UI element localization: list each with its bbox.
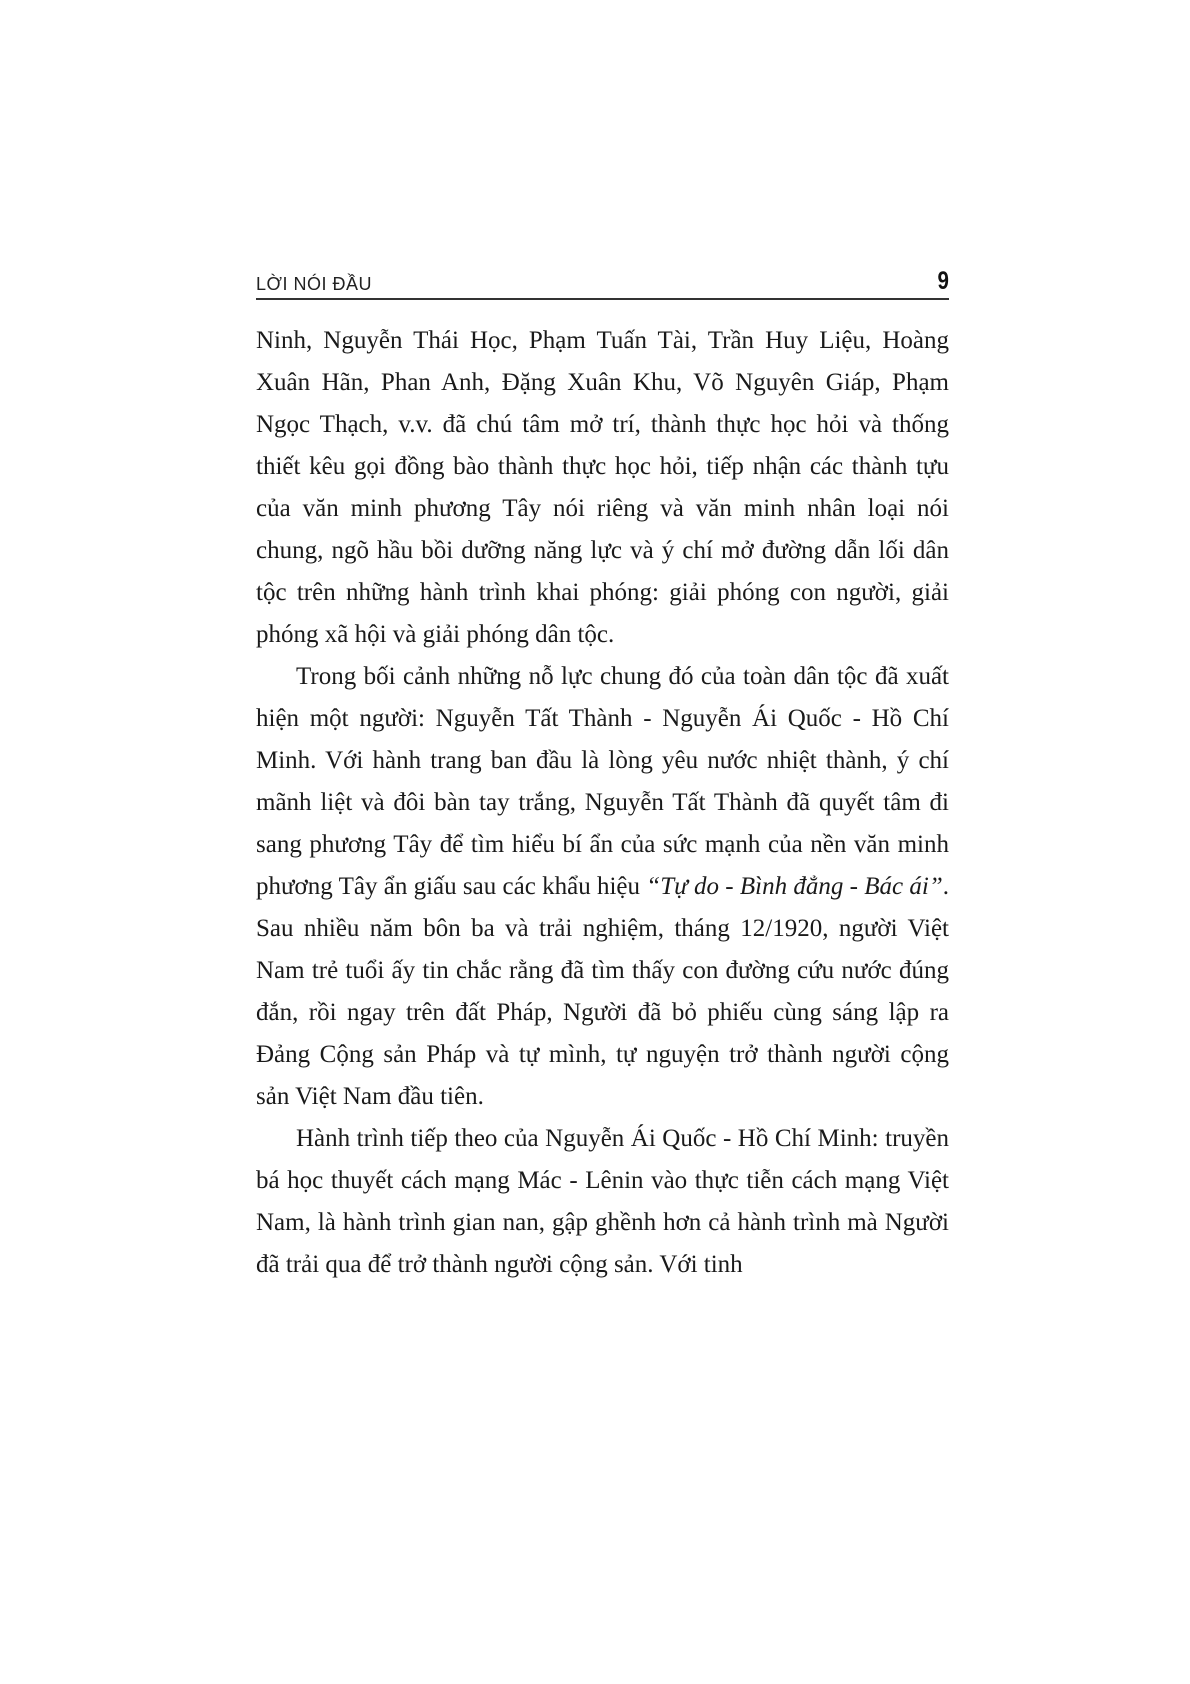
running-header <box>256 262 949 300</box>
paragraph <box>256 656 949 1118</box>
page-number: 9 <box>937 267 949 295</box>
slogan-quote: “Tự do - Bình đẳng - Bác ái” <box>646 873 943 900</box>
book-page <box>256 262 949 1286</box>
paragraph-text: . Sau nhiều năm bôn ba và trải nghiệm, tháng 12/1920, người Việt Nam trẻ tuổi ấy tin chắc rằng đã tìm thấy con đường cứu nước đúng đắn, rồi ngay trên đất Pháp, Người đã bỏ phiếu cùng sáng lập ra Đảng Cộng sản Pháp và tự mình, tự nguyện trở thành người cộng sản Việt Nam đầu tiên. <box>256 873 950 1110</box>
chapter-title: LỜI NÓI ĐẦU <box>256 274 372 294</box>
paragraph: Ninh, Nguyễn Thái Học, Phạm Tuấn Tài, Trần Huy Liệu, Hoàng Xuân Hãn, Phan Anh, Đặng Xuân Khu, Võ Nguyên Giáp, Phạm Ngọc Thạch, v.v. đã chú tâm mở trí, thành thực học hỏi và thống thiết kêu gọi đồng bào thành thực học hỏi, tiếp nhận các thành tựu của văn minh phương Tây nói riêng và văn minh nhân loại nói chung, ngõ hầu bồi dưỡng năng lực và ý chí mở đường dẫn lối dân tộc trên những hành trình khai phóng: giải phóng con người, giải phóng xã hội và giải phóng dân tộc. <box>256 327 949 648</box>
body-text <box>256 320 949 1286</box>
paragraph: Hành trình tiếp theo của Nguyễn Ái Quốc - Hồ Chí Minh: truyền bá học thuyết cách mạng Mác - Lênin vào thực tiễn cách mạng Việt Nam, là hành trình gian nan, gập ghềnh hơn cả hành trình mà Người đã trải qua để trở thành người cộng sản. Với tinh <box>256 1125 949 1278</box>
paragraph-text: Trong bối cảnh những nỗ lực chung đó của toàn dân tộc đã xuất hiện một người: Nguyễn Tất Thành - Nguyễn Ái Quốc - Hồ Chí Minh. Với hành trang ban đầu là lòng yêu nước nhiệt thành, ý chí mãnh liệt và đôi bàn tay trắng, Nguyễn Tất Thành đã quyết tâm đi sang phương Tây để tìm hiểu bí ẩn của sức mạnh của nền văn minh phương Tây ẩn giấu sau các khẩu hiệu <box>256 663 949 900</box>
